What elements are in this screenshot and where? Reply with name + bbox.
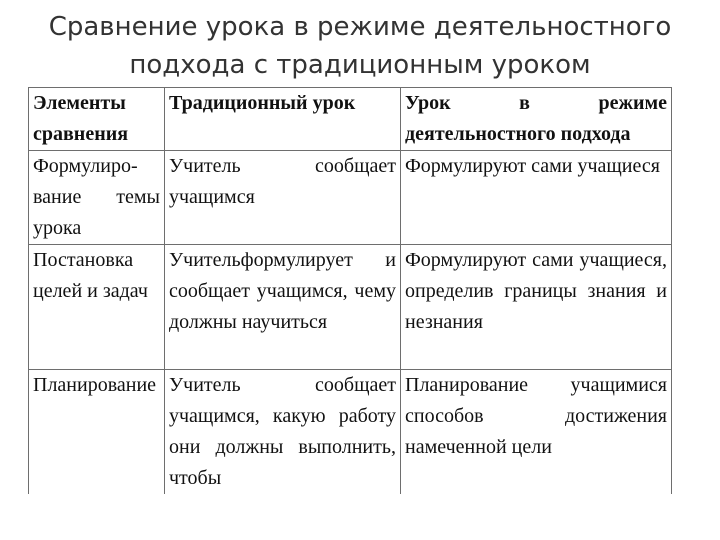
- table-row: [29, 151, 672, 245]
- header-activity-approach-lesson: Урок в режиме деятельностного подхода: [401, 88, 672, 151]
- table-header-row: [29, 88, 672, 151]
- slide-title-line-2: подхода с традиционным уроком: [129, 50, 591, 80]
- slide-title: [0, 8, 720, 84]
- row-element-cell: Формулирование темы урока: [29, 151, 165, 245]
- row-traditional-cell: Учитель сообщает учащимся: [165, 151, 401, 245]
- row-traditional-cell: Учительформулирует и сообщает учащимся, чему должны научиться: [165, 245, 401, 370]
- header-traditional-lesson: Традиционный урок: [165, 88, 401, 151]
- comparison-table: [28, 87, 672, 494]
- row-element-cell: Планирование: [29, 370, 165, 495]
- slide-title-line-1: Сравнение урока в режиме деятельностного: [48, 12, 672, 42]
- table-row: [29, 245, 672, 370]
- row-activity-cell: Планирование учащимися способов достижения намеченной цели: [401, 370, 672, 495]
- header-elements-of-comparison: Элементы сравнения: [29, 88, 165, 151]
- row-traditional-cell: Учитель сообщает учащимся, какую работу они должны выполнить, чтобы: [165, 370, 401, 495]
- row-activity-cell: Формулируют сами учащиеся, определив границы знания и незнания: [401, 245, 672, 370]
- table-row: [29, 370, 672, 495]
- row-activity-cell: Формулируют сами учащиеся: [401, 151, 672, 245]
- row-element-cell: Постановка целей и задач: [29, 245, 165, 370]
